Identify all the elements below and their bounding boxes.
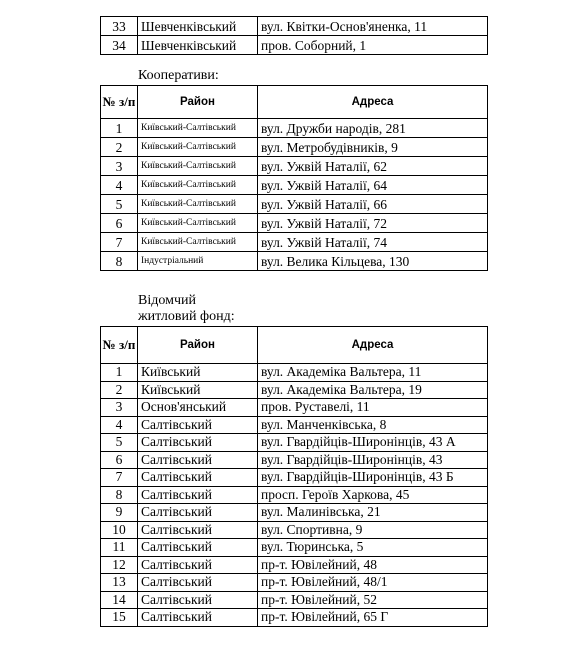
row-number: 3 [101, 157, 138, 176]
table-row [101, 521, 488, 539]
row-number: 1 [101, 119, 138, 138]
row-number: 14 [101, 591, 138, 609]
row-address: вул. Гвардійців-Широнінців, 43 Б [258, 469, 488, 487]
table-row [101, 574, 488, 592]
row-number: 33 [101, 17, 138, 36]
row-district: Основ'янський [138, 399, 258, 417]
cooperatives-title: Кооперативи: [138, 68, 219, 83]
row-address: вул. Метробудівників, 9 [258, 138, 488, 157]
table-row [101, 252, 488, 271]
row-number: 9 [101, 504, 138, 522]
column-header-district: Район [138, 86, 258, 119]
row-district: Салтівський [138, 469, 258, 487]
row-district: Салтівський [138, 609, 258, 627]
table-row [101, 36, 488, 55]
continuation-table [100, 16, 488, 55]
table-row [101, 469, 488, 487]
row-district: Київський-Салтівський [138, 176, 258, 195]
column-header-district: Район [138, 327, 258, 364]
row-number: 6 [101, 214, 138, 233]
row-address: вул. Гвардійців-Широнінців, 43 А [258, 434, 488, 452]
row-address: пров. Соборний, 1 [258, 36, 488, 55]
row-number: 4 [101, 176, 138, 195]
row-number: 7 [101, 233, 138, 252]
row-number: 1 [101, 364, 138, 382]
row-district: Салтівський [138, 539, 258, 557]
table-row [101, 119, 488, 138]
row-address: вул. Ужвій Наталії, 64 [258, 176, 488, 195]
row-district: Салтівський [138, 574, 258, 592]
row-district: Шевченківський [138, 36, 258, 55]
row-district: Київський [138, 381, 258, 399]
table-row [101, 556, 488, 574]
table-row [101, 17, 488, 36]
row-district: Салтівський [138, 521, 258, 539]
table-row [101, 195, 488, 214]
table-row [101, 381, 488, 399]
row-district: Київський-Салтівський [138, 214, 258, 233]
row-district: Київський-Салтівський [138, 157, 258, 176]
row-district: Салтівський [138, 591, 258, 609]
row-number: 2 [101, 138, 138, 157]
row-number: 8 [101, 486, 138, 504]
row-district: Салтівський [138, 434, 258, 452]
row-address: вул. Ужвій Наталії, 66 [258, 195, 488, 214]
row-number: 34 [101, 36, 138, 55]
table-row [101, 399, 488, 417]
row-number: 3 [101, 399, 138, 417]
row-number: 6 [101, 451, 138, 469]
row-number: 11 [101, 539, 138, 557]
row-address: пр-т. Ювілейний, 48/1 [258, 574, 488, 592]
row-number: 12 [101, 556, 138, 574]
row-address: вул. Велика Кільцева, 130 [258, 252, 488, 271]
departmental-fund-table [100, 326, 488, 627]
table-row [101, 434, 488, 452]
row-number: 7 [101, 469, 138, 487]
row-number: 8 [101, 252, 138, 271]
row-address: вул. Ужвій Наталії, 72 [258, 214, 488, 233]
row-address: вул. Манченківська, 8 [258, 416, 488, 434]
row-district: Шевченківський [138, 17, 258, 36]
row-district: Київський-Салтівський [138, 138, 258, 157]
row-address: вул. Академіка Вальтера, 19 [258, 381, 488, 399]
table-row [101, 504, 488, 522]
row-address: вул. Гвардійців-Широнінців, 43 [258, 451, 488, 469]
table-header-row [101, 86, 488, 119]
cooperatives-table [100, 85, 488, 271]
row-address: вул. Ужвій Наталії, 74 [258, 233, 488, 252]
row-address: пр-т. Ювілейний, 65 Г [258, 609, 488, 627]
table-row [101, 233, 488, 252]
row-district: Київський-Салтівський [138, 119, 258, 138]
row-address: пр-т. Ювілейний, 52 [258, 591, 488, 609]
column-header-number: № з/п [101, 327, 138, 364]
table-row [101, 176, 488, 195]
departmental-fund-title-line1: Відомчий [138, 293, 196, 308]
row-address: пр-т. Ювілейний, 48 [258, 556, 488, 574]
departmental-fund-title-line2: житловий фонд: [138, 309, 235, 324]
row-district: Салтівський [138, 451, 258, 469]
row-district: Індустріальний [138, 252, 258, 271]
row-address: вул. Квітки-Основ'яненка, 11 [258, 17, 488, 36]
row-number: 15 [101, 609, 138, 627]
row-address: вул. Дружби народів, 281 [258, 119, 488, 138]
row-address: вул. Академіка Вальтера, 11 [258, 364, 488, 382]
table-row [101, 539, 488, 557]
departmental-fund-title [138, 293, 338, 325]
row-number: 13 [101, 574, 138, 592]
table-row [101, 364, 488, 382]
row-number: 2 [101, 381, 138, 399]
table-row [101, 609, 488, 627]
row-address: вул. Ужвій Наталії, 62 [258, 157, 488, 176]
table-row [101, 138, 488, 157]
table-row [101, 486, 488, 504]
row-district: Київський-Салтівський [138, 233, 258, 252]
row-number: 10 [101, 521, 138, 539]
row-address: вул. Спортивна, 9 [258, 521, 488, 539]
table-header-row [101, 327, 488, 364]
table-row [101, 451, 488, 469]
row-district: Салтівський [138, 486, 258, 504]
row-number: 5 [101, 195, 138, 214]
row-number: 4 [101, 416, 138, 434]
row-address: просп. Героїв Харкова, 45 [258, 486, 488, 504]
column-header-address: Адреса [258, 86, 488, 119]
row-address: вул. Малинівська, 21 [258, 504, 488, 522]
row-district: Салтівський [138, 504, 258, 522]
column-header-address: Адреса [258, 327, 488, 364]
row-district: Київський [138, 364, 258, 382]
row-district: Салтівський [138, 416, 258, 434]
row-district: Салтівський [138, 556, 258, 574]
table-row [101, 214, 488, 233]
row-district: Київський-Салтівський [138, 195, 258, 214]
column-header-number: № з/п [101, 86, 138, 119]
row-address: вул. Тюринська, 5 [258, 539, 488, 557]
table-row [101, 591, 488, 609]
row-number: 5 [101, 434, 138, 452]
table-row [101, 157, 488, 176]
table-row [101, 416, 488, 434]
row-address: пров. Руставелі, 11 [258, 399, 488, 417]
